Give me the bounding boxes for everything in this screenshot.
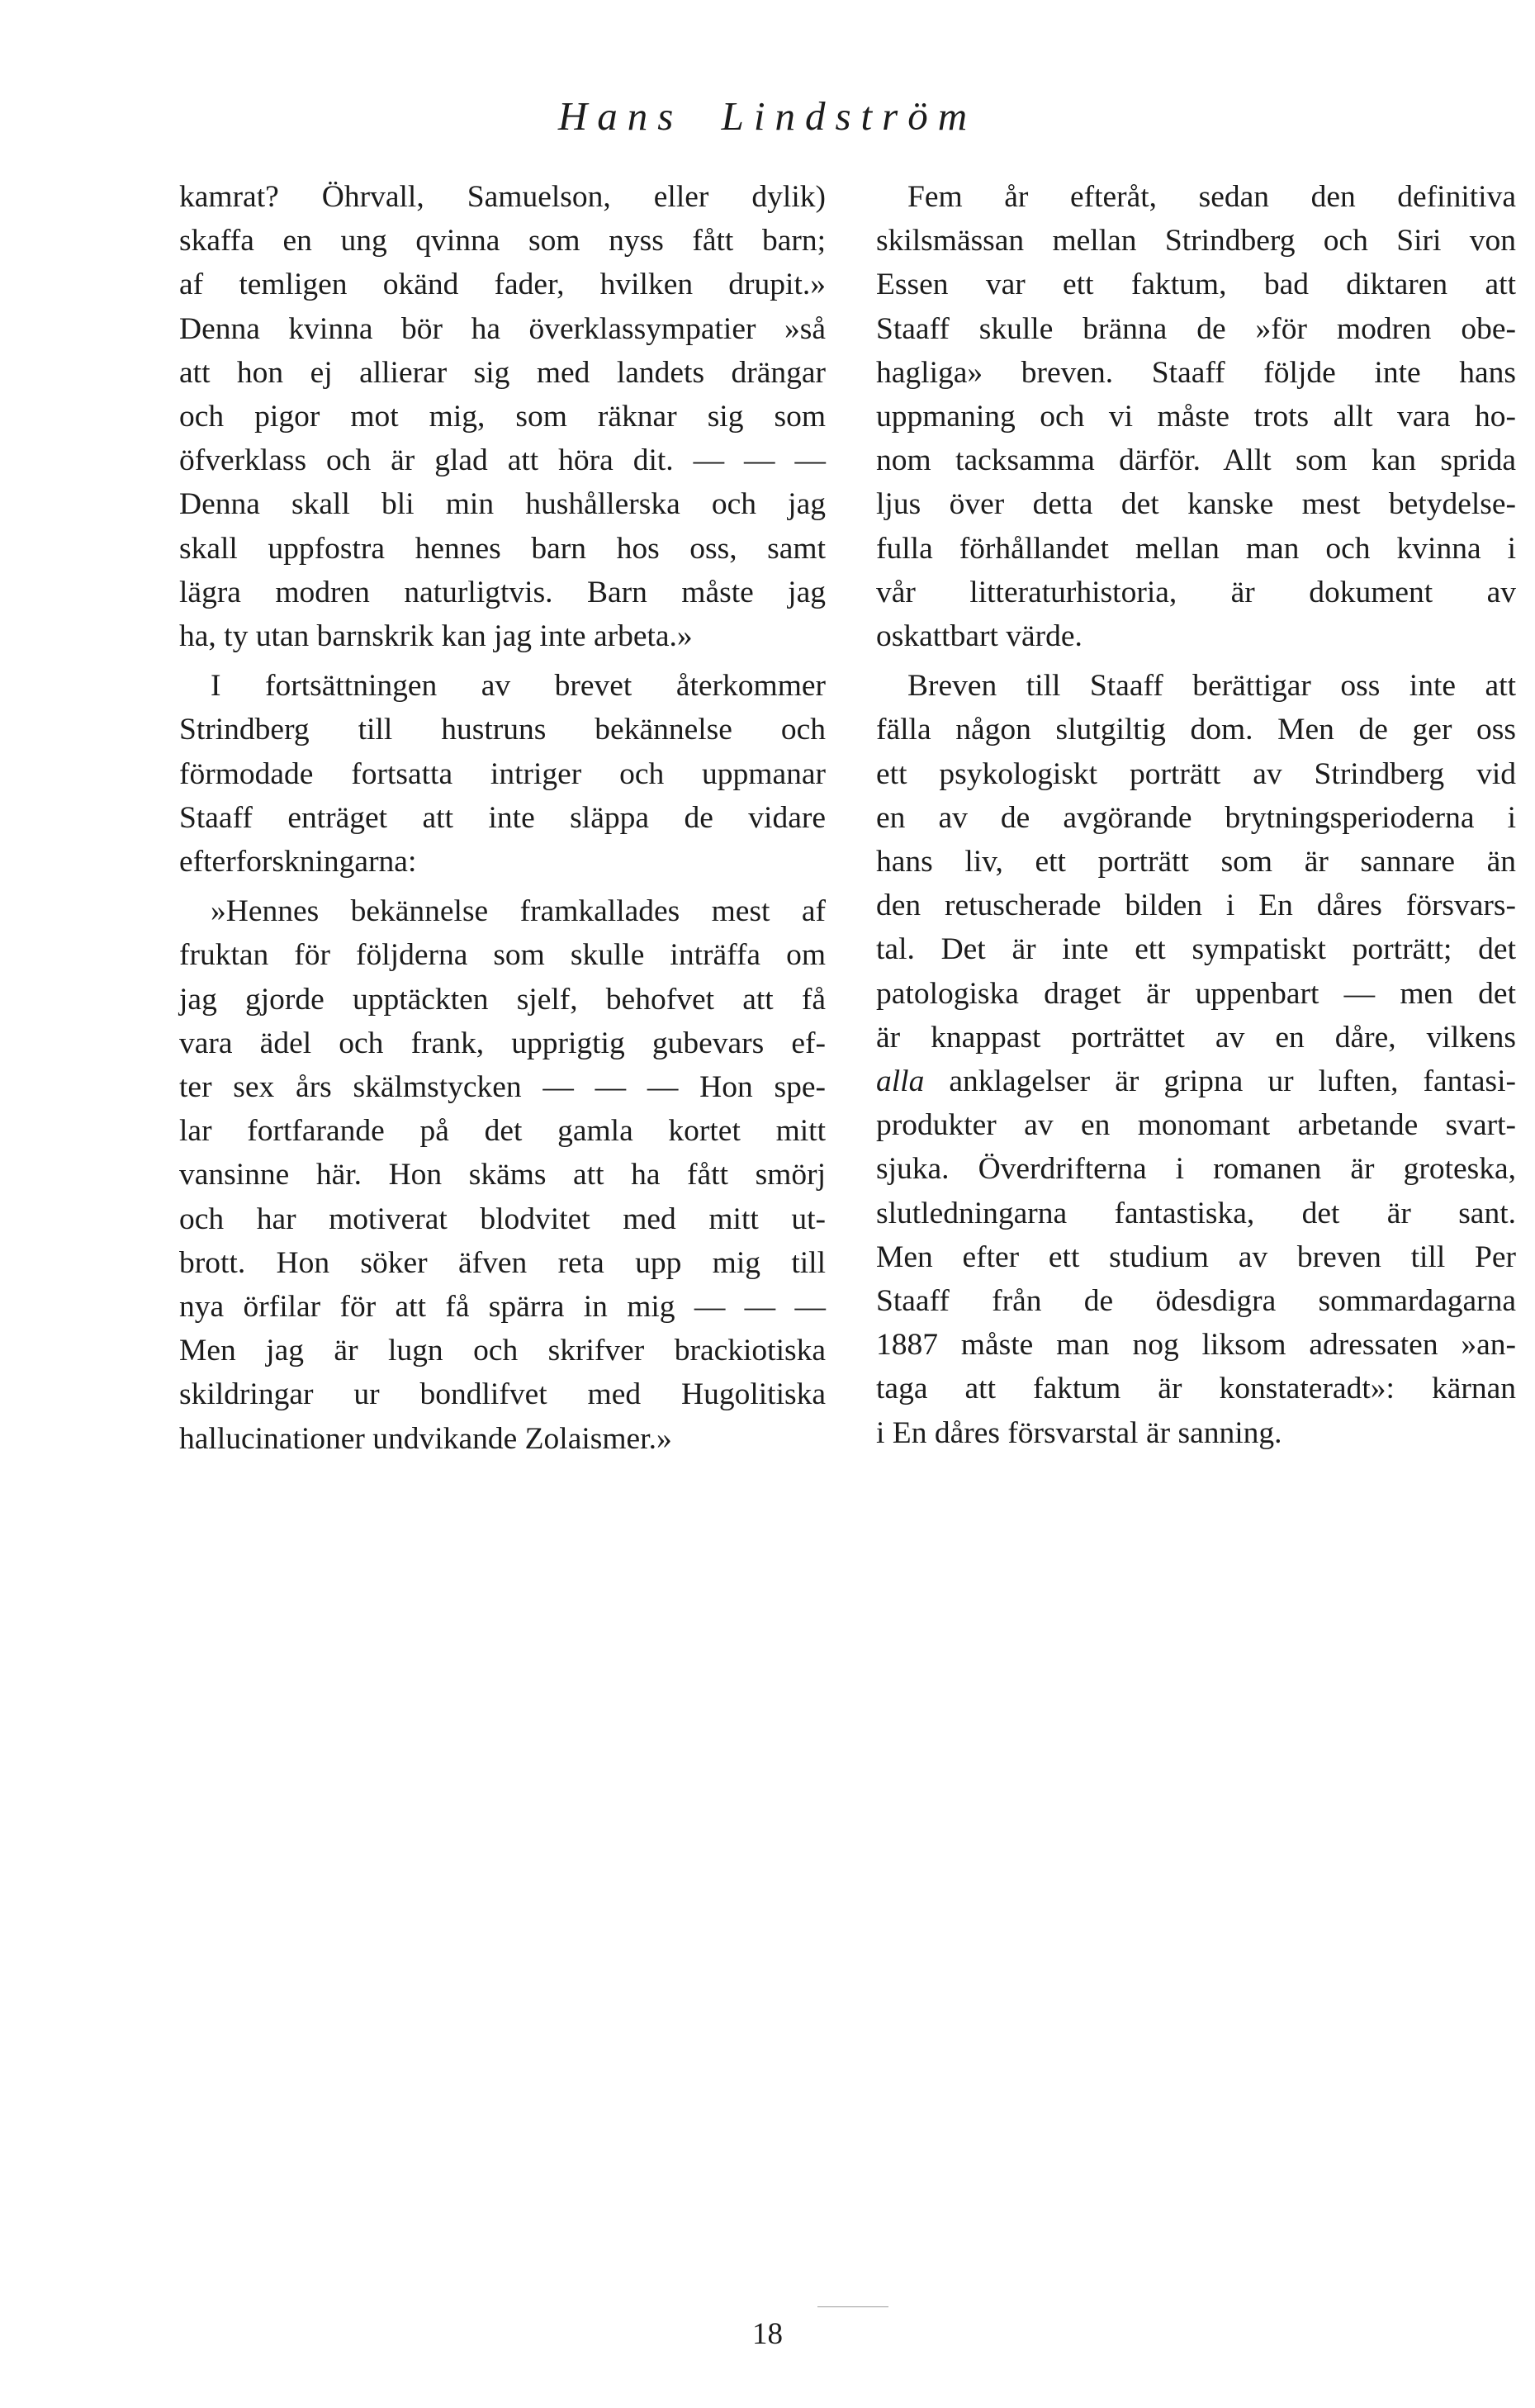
text-line: kamrat? Öhrvall, Samuelson, eller dylik) [179, 180, 826, 214]
italic-word: alla [876, 1064, 925, 1099]
right-column [876, 175, 1516, 1455]
page-number: 18 [752, 2317, 783, 2351]
text-line: uppmaning och vi måste trots allt vara ho- [876, 400, 1516, 434]
text-line: sjuka. Överdrifterna i romanen är groteska, [876, 1152, 1516, 1187]
text-line: lägra modren naturligtvis. Barn måste jag [179, 575, 826, 609]
text-line: den retuscherade bilden i En dåres försvars- [876, 889, 1516, 923]
text-line: är knappast porträttet av en dåre, vilkens [876, 1020, 1516, 1055]
text-line: ter sex års skälmstycken — — — Hon spe- [179, 1070, 826, 1105]
text-line: Staaff skulle bränna de »för modren obe- [876, 311, 1516, 346]
text-line: Staaff från de ödesdigra sommardagarna [876, 1284, 1516, 1319]
text-line [876, 1059, 1516, 1103]
text-line: nya örfilar för att få spärra in mig — — — [179, 1290, 826, 1325]
text-line: och pigor mot mig, som räknar sig som [179, 400, 826, 434]
text-line: slutledningarna fantastiska, det är sant. [876, 1196, 1516, 1230]
text-line: Staaff enträget att inte släppa de vidare [179, 800, 826, 835]
text-line: vår litteraturhistoria, är dokument av [876, 575, 1516, 609]
text-line: efterforskningarna: [179, 845, 417, 879]
text-line: och har motiverat blodvitet med mitt ut- [179, 1202, 826, 1236]
left-column [179, 175, 826, 1461]
text-line: öfverklass och är glad att höra dit. — — — [179, 443, 826, 478]
text-line: ljus över detta det kanske mest betydelse- [876, 487, 1516, 522]
text-line: 1887 måste man nog liksom adressaten »an- [876, 1328, 1516, 1363]
text-line: lar fortfarande på det gamla kortet mitt [179, 1114, 826, 1149]
text-line: fruktan för följderna som skulle inträffa om [179, 938, 826, 973]
page-number-rule [817, 2306, 888, 2307]
text-line: hallucinationer undvikande Zolaismer.» [179, 1421, 672, 1456]
text-line: skall uppfostra hennes barn hos oss, samt [179, 531, 826, 566]
text-line: Breven till Staaff berättigar oss inte att [907, 669, 1516, 704]
running-title: Hans Lindström [557, 93, 978, 139]
text-line: Strindberg till hustruns bekännelse och [179, 713, 826, 747]
text-line: ett psykologiskt porträtt av Strindberg vid [876, 756, 1516, 791]
text-line: af temligen okänd fader, hvilken drupit.» [179, 268, 826, 302]
text-line: produkter av en monomant arbetande svart- [876, 1108, 1516, 1143]
text-line: jag gjorde upptäckten sjelf, behofvet att få [179, 982, 826, 1017]
text-line: skilsmässan mellan Strindberg och Siri von [876, 224, 1516, 258]
text-line: fälla någon slutgiltig dom. Men de ger oss [876, 713, 1516, 747]
text-line: nom tacksamma därför. Allt som kan sprida [876, 443, 1516, 478]
text-line: skildringar ur bondlifvet med Hugolitiska [179, 1377, 826, 1412]
text-fragment: anklagelser är gripna ur luften, fantasi- [924, 1064, 1516, 1099]
text-line: vara ädel och frank, upprigtig gubevars ef- [179, 1026, 826, 1060]
text-line: oskattbart värde. [876, 619, 1083, 654]
text-line: Essen var ett faktum, bad diktaren att [876, 268, 1516, 302]
text-line: skaffa en ung qvinna som nyss fått barn; [179, 224, 826, 258]
text-line: vansinne här. Hon skäms att ha fått smörj [179, 1158, 826, 1192]
text-line: hagliga» breven. Staaff följde inte hans [876, 355, 1516, 390]
text-line: »Hennes bekännelse framkallades mest af [211, 894, 826, 929]
text-line: en av de avgörande brytningsperioderna i [876, 800, 1516, 835]
text-line: patologiska draget är uppenbart — men det [876, 976, 1516, 1011]
text-line: att hon ej allierar sig med landets drängar [179, 355, 826, 390]
text-line: I fortsättningen av brevet återkommer [211, 669, 826, 704]
text-line: förmodade fortsatta intriger och uppmanar [179, 756, 826, 791]
text-line: taga att faktum är konstateradt»: kärnan [876, 1372, 1516, 1406]
text-line: Denna skall bli min hushållerska och jag [179, 487, 826, 522]
text-line: hans liv, ett porträtt som är sannare än [876, 845, 1516, 879]
text-line: Men efter ett studium av breven till Per [876, 1240, 1516, 1274]
text-line: i En dåres försvarstal är sanning. [876, 1415, 1282, 1450]
text-line: fulla förhållandet mellan man och kvinna i [876, 531, 1516, 566]
text-line: brott. Hon söker äfven reta upp mig till [179, 1245, 826, 1280]
text-line: Fem år efteråt, sedan den definitiva [907, 180, 1516, 214]
text-line: tal. Det är inte ett sympatiskt porträtt; det [876, 932, 1516, 967]
text-line: Men jag är lugn och skrifver brackiotiska [179, 1334, 826, 1368]
text-line: ha, ty utan barnskrik kan jag inte arbeta.» [179, 619, 693, 654]
text-line: Denna kvinna bör ha överklassympatier »så [179, 311, 826, 346]
